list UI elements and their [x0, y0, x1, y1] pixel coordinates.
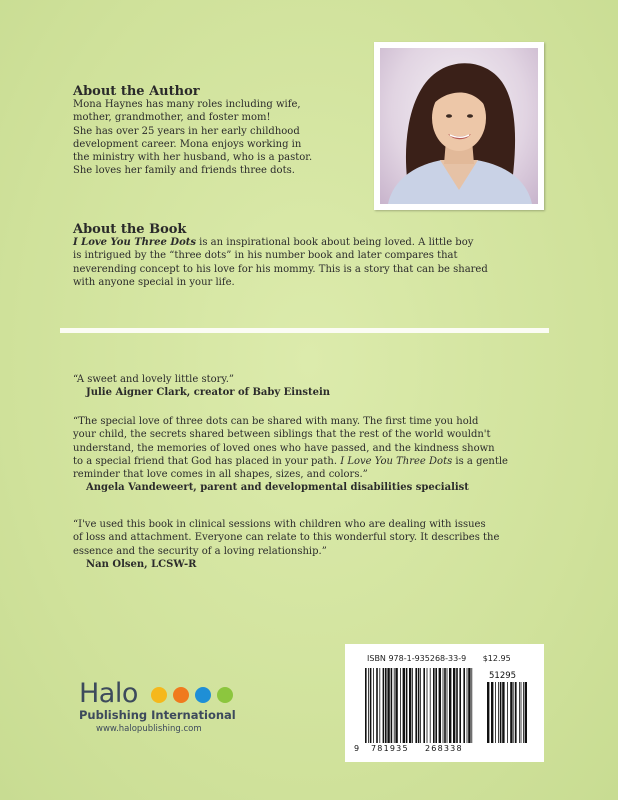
barcode-bar [443, 668, 444, 743]
barcode-bar [415, 668, 417, 743]
barcode-bar [507, 682, 508, 743]
quote-line: essence and the security of a loving relationship.” [73, 545, 327, 557]
barcode-bar [409, 668, 411, 743]
review-quote-3 [73, 518, 499, 571]
about-author-heading: About the Author [73, 84, 200, 99]
author-line: She loves her family and friends three dots. [73, 165, 295, 177]
book-line: with anyone special in your life. [73, 276, 235, 288]
barcode-bar [447, 668, 448, 743]
barcode-bar [385, 668, 387, 743]
barcode-graphic [345, 644, 544, 762]
barcode-bar [487, 682, 489, 743]
quote-line: your child, the secrets shared between siblings that the rest of the world wouldn't [73, 429, 491, 441]
author-line: the ministry with her husband, who is a pastor. [73, 152, 313, 164]
barcode-bar [525, 682, 527, 743]
author-line: Mona Haynes has many roles including wife, [73, 99, 301, 110]
publisher-dot-icon [151, 687, 167, 703]
barcode-bar [427, 668, 428, 743]
barcode-bar [439, 668, 441, 743]
quote-line: “I've used this book in clinical sessions with children who are dealing with issues [73, 519, 486, 530]
author-photo [380, 48, 538, 204]
publisher-dot-icon [217, 687, 233, 703]
barcode-bar [500, 682, 502, 743]
publisher-dots-icon [150, 686, 240, 704]
barcode-bar [498, 682, 499, 743]
quote-line: to a special friend that God has placed in your path. I Love You Three Dots is a gentle [73, 455, 508, 467]
author-line: She has over 25 years in her early childhood [73, 125, 300, 137]
price-text: $12.95 [482, 654, 511, 663]
book-title-inline: I Love You Three Dots [340, 455, 453, 467]
quote-line: understand, the memories of loved ones who have passed, and the kindness shown [73, 442, 495, 454]
publisher-dot-icon [173, 687, 189, 703]
barcode-bar [406, 668, 408, 743]
barcode-bar [400, 668, 401, 743]
barcode-left-digits: 781935 [371, 744, 409, 753]
book-line: I Love You Three Dots is an inspirational book about being loved. A little boy [73, 237, 474, 248]
barcode-bar [510, 682, 512, 743]
quote-attribution: Nan Olsen, LCSW-R [86, 558, 197, 570]
quote-text: “A sweet and lovely little story.” [73, 374, 235, 385]
barcode-box [345, 644, 544, 762]
quote-attribution: Julie Aigner Clark, creator of Baby Einstein [86, 387, 331, 399]
barcode-bar [383, 668, 385, 743]
barcode-bar [395, 668, 397, 743]
barcode-bar [368, 668, 369, 743]
author-line: mother, grandmother, and foster mom! [73, 112, 271, 124]
barcode-first-digit: 9 [354, 744, 360, 753]
about-author-text [73, 98, 312, 178]
barcode-bar [391, 668, 393, 743]
barcode-bar [444, 668, 446, 743]
book-line: is intrigued by the “three dots” in his number book and later compares that [73, 250, 458, 262]
barcode-bar [491, 682, 493, 743]
barcode-right-digits: 268338 [425, 744, 463, 753]
barcode-bar [519, 682, 520, 743]
barcode-bar [468, 668, 470, 743]
barcode-bar [376, 668, 378, 743]
publisher-dot-icon [195, 687, 211, 703]
barcode-bar [373, 668, 374, 743]
book-title-inline: I Love You Three Dots [73, 237, 196, 248]
quote-line: “The special love of three dots can be shared with many. The first time you hold [73, 416, 479, 427]
barcode-bar [523, 682, 524, 743]
barcode-bar [403, 668, 405, 743]
barcode-bar [521, 682, 522, 743]
barcode-bar [435, 668, 437, 743]
barcode-bar [502, 682, 504, 743]
book-line: neverending concept to his love for his mommy. This is a story that can be shared [73, 263, 488, 275]
barcode-bar [495, 682, 496, 743]
barcode-bar [459, 668, 461, 743]
publisher-url[interactable]: www.halopublishing.com [96, 724, 202, 734]
barcode-bar [467, 668, 468, 743]
barcode-bar [471, 668, 472, 743]
barcode-bar [370, 668, 372, 743]
quote-line: of loss and attachment. Everyone can relate to this wonderful story. It describes the [73, 532, 500, 544]
publisher-subtitle: Publishing International [79, 708, 236, 722]
barcode-bar [423, 668, 425, 743]
barcode-bar [412, 668, 413, 743]
review-quote-2 [73, 415, 508, 495]
publisher-logo-wordmark: Halo [79, 678, 138, 709]
barcode-bar [430, 668, 431, 743]
barcode-bar [513, 682, 514, 743]
quote-attribution: Angela Vandeweert, parent and developmental disabilities specialist [86, 482, 469, 494]
quote-line: reminder that love comes in all shapes, sizes, and colors.” [73, 469, 368, 481]
barcode-addon-digits: 51295 [489, 671, 517, 681]
barcode-bar [379, 668, 380, 743]
section-divider [60, 328, 549, 333]
isbn-text: ISBN 978-1-935268-33-9 [367, 654, 467, 663]
barcode-bar [387, 668, 389, 743]
author-line: development career. Mona enjoys working in [73, 138, 302, 150]
about-book-text [73, 236, 488, 289]
barcode-bar [418, 668, 420, 743]
barcode-bar [394, 668, 395, 743]
barcode-bar [420, 668, 421, 743]
barcode-bar [463, 668, 465, 743]
barcode-bar [456, 668, 458, 743]
author-photo-frame [374, 42, 544, 210]
review-quote-1 [73, 373, 330, 400]
barcode-bar [433, 668, 435, 743]
barcode-bar [365, 668, 367, 743]
about-book-heading: About the Book [73, 222, 187, 237]
barcode-bar [453, 668, 455, 743]
barcode-bar [449, 668, 451, 743]
author-portrait-icon [380, 48, 538, 204]
barcode-bar [515, 682, 517, 743]
